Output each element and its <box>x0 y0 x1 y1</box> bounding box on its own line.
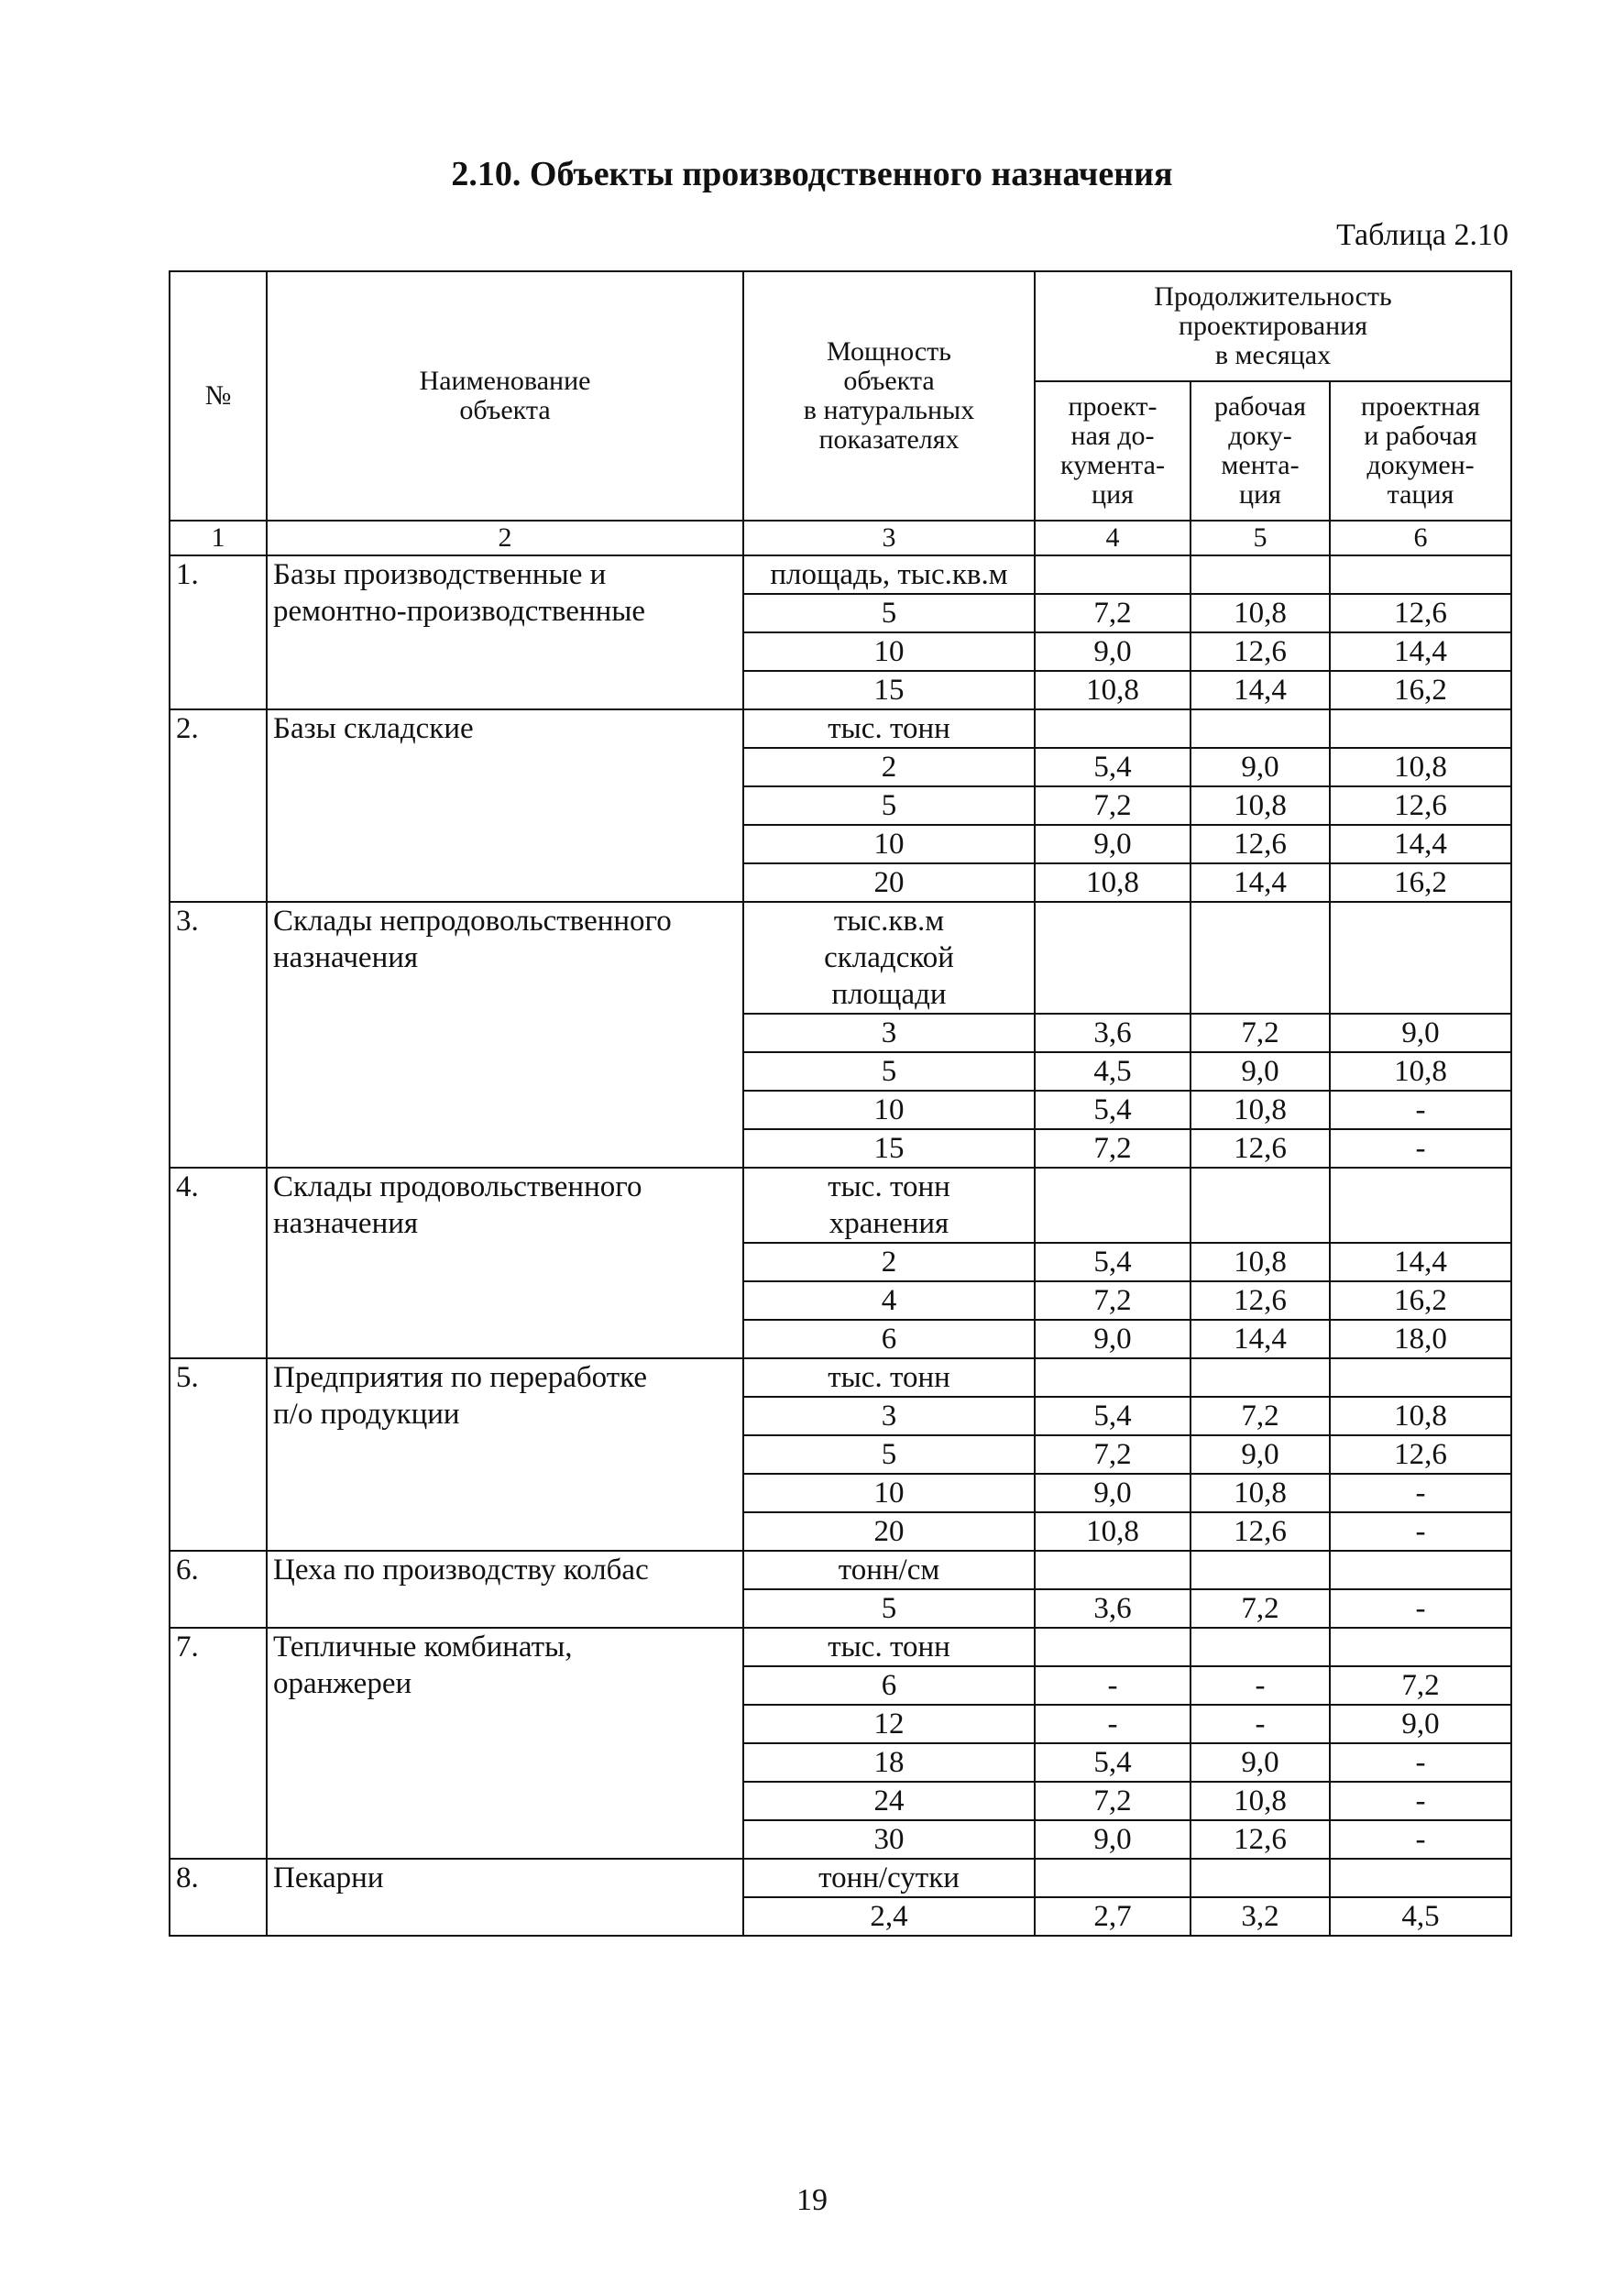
text-line: Базы складские <box>273 712 474 745</box>
project-docs-value <box>1035 555 1191 594</box>
text-line: тонн/сутки <box>818 1861 960 1894</box>
text-line: Продолжительность <box>1154 281 1392 312</box>
text-line: 10 <box>873 1093 905 1126</box>
project-working-docs-value: 16,2 <box>1330 671 1511 709</box>
capacity-cell <box>743 1551 1035 1589</box>
text-line: Предприятия по переработке <box>273 1361 647 1394</box>
text-line: назначения <box>273 1207 419 1240</box>
working-docs-value: 9,0 <box>1191 1743 1330 1782</box>
table-row <box>170 1168 1511 1243</box>
text-line: ция <box>1092 479 1134 510</box>
project-working-docs-value: - <box>1330 1512 1511 1551</box>
text-line: в натуральных <box>803 395 975 425</box>
project-docs-value: 5,4 <box>1035 1243 1191 1281</box>
table-row <box>170 709 1511 748</box>
project-working-docs-value: - <box>1330 1782 1511 1820</box>
working-docs-value: 14,4 <box>1191 863 1330 902</box>
text-line: проектная <box>1360 391 1481 422</box>
working-docs-value <box>1191 1168 1330 1243</box>
text-line: ремонтно-производственные <box>273 595 646 628</box>
project-docs-value: 5,4 <box>1035 1091 1191 1129</box>
text-line: Склады непродовольственного <box>273 905 672 938</box>
project-docs-value: 10,8 <box>1035 1512 1191 1551</box>
capacity-cell <box>743 709 1035 748</box>
capacity-cell <box>743 1358 1035 1397</box>
project-docs-value <box>1035 1859 1191 1897</box>
working-docs-value: 7,2 <box>1191 1014 1330 1052</box>
object-name <box>267 1168 743 1358</box>
row-number: 5. <box>170 1358 267 1551</box>
text-line: показателях <box>818 424 960 455</box>
project-docs-value <box>1035 709 1191 748</box>
header-project-working-docs <box>1330 381 1511 521</box>
project-docs-value <box>1035 1551 1191 1589</box>
text-line: Пекарни <box>273 1861 384 1894</box>
working-docs-value: 7,2 <box>1191 1589 1330 1628</box>
text-line: рабочая <box>1213 391 1306 422</box>
text-line: в месяцах <box>1214 340 1332 370</box>
text-line: мента- <box>1221 450 1300 480</box>
capacity-cell <box>743 1589 1035 1628</box>
text-line: 15 <box>873 1132 905 1165</box>
text-line: 3 <box>881 1400 897 1433</box>
col-number: 3 <box>743 521 1035 555</box>
project-working-docs-value <box>1330 555 1511 594</box>
text-line: тыс. тонн <box>828 712 950 745</box>
text-line: 3 <box>881 1016 897 1049</box>
project-docs-value: 5,4 <box>1035 1743 1191 1782</box>
project-docs-value <box>1035 902 1191 1014</box>
capacity-cell <box>743 1897 1035 1936</box>
text-line: хранения <box>828 1207 949 1240</box>
text-line: 2 <box>881 751 897 784</box>
capacity-cell <box>743 594 1035 632</box>
capacity-cell <box>743 1281 1035 1320</box>
project-docs-value: 9,0 <box>1035 1320 1191 1358</box>
text-line: 18 <box>873 1746 905 1779</box>
project-working-docs-value: 9,0 <box>1330 1014 1511 1052</box>
capacity-cell <box>743 1091 1035 1129</box>
working-docs-value: 10,8 <box>1191 1243 1330 1281</box>
capacity-cell <box>743 1666 1035 1705</box>
capacity-cell <box>743 1435 1035 1474</box>
text-line: 6 <box>881 1669 897 1702</box>
object-name <box>267 1628 743 1859</box>
row-number: 1. <box>170 555 267 709</box>
text-line: объекта <box>843 366 935 396</box>
col-number: 4 <box>1035 521 1191 555</box>
row-number: 6. <box>170 1551 267 1628</box>
column-numbers-row <box>170 521 1511 555</box>
page-number: 19 <box>796 2183 828 2217</box>
row-number: 4. <box>170 1168 267 1358</box>
project-docs-value: 7,2 <box>1035 1281 1191 1320</box>
project-docs-value: 4,5 <box>1035 1052 1191 1091</box>
working-docs-value: 12,6 <box>1191 825 1330 863</box>
capacity-cell <box>743 863 1035 902</box>
header-capacity <box>743 271 1035 521</box>
object-name <box>267 709 743 902</box>
object-name <box>267 1358 743 1551</box>
capacity-cell <box>743 825 1035 863</box>
capacity-cell <box>743 1243 1035 1281</box>
project-docs-value: 7,2 <box>1035 1782 1191 1820</box>
project-docs-value <box>1035 1628 1191 1666</box>
project-docs-value: 10,8 <box>1035 671 1191 709</box>
object-name <box>267 1551 743 1628</box>
text-line: объекта <box>459 395 551 425</box>
working-docs-value: 12,6 <box>1191 632 1330 671</box>
working-docs-value: - <box>1191 1705 1330 1743</box>
text-line: оранжереи <box>273 1667 412 1700</box>
project-working-docs-value: 14,4 <box>1330 632 1511 671</box>
working-docs-value: 10,8 <box>1191 1782 1330 1820</box>
text-line: п/о продукции <box>273 1398 460 1431</box>
project-docs-value: 10,8 <box>1035 863 1191 902</box>
text-line: назначения <box>273 941 419 974</box>
text-line: 5 <box>881 1055 897 1088</box>
capacity-cell <box>743 1782 1035 1820</box>
table-row <box>170 555 1511 594</box>
object-name <box>267 902 743 1168</box>
text-line: 2,4 <box>870 1900 908 1933</box>
capacity-cell <box>743 1820 1035 1859</box>
text-line: тация <box>1387 479 1454 510</box>
text-line: 24 <box>873 1784 905 1817</box>
project-docs-value: 2,7 <box>1035 1897 1191 1936</box>
row-number: 2. <box>170 709 267 902</box>
project-working-docs-value <box>1330 1358 1511 1397</box>
capacity-cell <box>743 1397 1035 1435</box>
page-title: 2.10. Объекты производственного назначения <box>451 155 1173 193</box>
capacity-cell <box>743 786 1035 825</box>
project-docs-value <box>1035 1168 1191 1243</box>
working-docs-value: 9,0 <box>1191 1052 1330 1091</box>
text-line: 15 <box>873 674 905 707</box>
table-row <box>170 1859 1511 1897</box>
project-docs-value: 5,4 <box>1035 1397 1191 1435</box>
header-working-docs <box>1191 381 1330 521</box>
project-working-docs-value <box>1330 902 1511 1014</box>
capacity-cell <box>743 1014 1035 1052</box>
text-line: доку- <box>1228 421 1292 451</box>
table-row <box>170 1358 1511 1397</box>
working-docs-value <box>1191 1859 1330 1897</box>
text-line: 10 <box>873 635 905 668</box>
project-working-docs-value: 16,2 <box>1330 863 1511 902</box>
text-line: тыс. тонн <box>828 1170 950 1203</box>
capacity-cell <box>743 1320 1035 1358</box>
text-line: 4 <box>881 1284 897 1317</box>
capacity-cell <box>743 748 1035 786</box>
text-line: тыс. тонн <box>828 1361 950 1394</box>
text-line: 10 <box>873 1477 905 1510</box>
capacity-cell <box>743 1743 1035 1782</box>
col-number: 5 <box>1191 521 1330 555</box>
text-line: 5 <box>881 1592 897 1625</box>
text-line: площадь, тыс.кв.м <box>770 558 1008 591</box>
project-docs-value: 7,2 <box>1035 1129 1191 1168</box>
text-line: складской <box>824 941 954 974</box>
capacity-cell <box>743 1129 1035 1168</box>
col-number: 1 <box>170 521 267 555</box>
working-docs-value: 7,2 <box>1191 1397 1330 1435</box>
col-number: 6 <box>1330 521 1511 555</box>
project-working-docs-value: - <box>1330 1474 1511 1512</box>
text-line: тыс.кв.м <box>833 905 945 938</box>
working-docs-value: 10,8 <box>1191 786 1330 825</box>
project-docs-value: 9,0 <box>1035 1474 1191 1512</box>
working-docs-value <box>1191 555 1330 594</box>
project-working-docs-value: - <box>1330 1820 1511 1859</box>
object-name <box>267 555 743 709</box>
text-line: 20 <box>873 1515 905 1548</box>
working-docs-value <box>1191 1358 1330 1397</box>
working-docs-value: 10,8 <box>1191 1474 1330 1512</box>
project-working-docs-value: 10,8 <box>1330 748 1511 786</box>
text-line: 6 <box>881 1323 897 1356</box>
row-number: 3. <box>170 902 267 1168</box>
text-line: 10 <box>873 828 905 861</box>
project-working-docs-value <box>1330 709 1511 748</box>
capacity-cell <box>743 671 1035 709</box>
capacity-cell <box>743 1705 1035 1743</box>
project-docs-value: 9,0 <box>1035 1820 1191 1859</box>
project-working-docs-value <box>1330 1551 1511 1589</box>
object-name <box>267 1859 743 1936</box>
project-docs-value: 9,0 <box>1035 632 1191 671</box>
text-line: 5 <box>881 1438 897 1471</box>
project-working-docs-value: 12,6 <box>1330 594 1511 632</box>
project-working-docs-value: - <box>1330 1129 1511 1168</box>
working-docs-value: 12,6 <box>1191 1512 1330 1551</box>
text-line: и рабочая <box>1364 421 1477 451</box>
capacity-cell <box>743 902 1035 1014</box>
capacity-cell <box>743 1859 1035 1897</box>
project-working-docs-value: 10,8 <box>1330 1052 1511 1091</box>
project-working-docs-value: - <box>1330 1743 1511 1782</box>
project-working-docs-value: 4,5 <box>1330 1897 1511 1936</box>
project-working-docs-value: 9,0 <box>1330 1705 1511 1743</box>
project-docs-value: 3,6 <box>1035 1014 1191 1052</box>
col-number: 2 <box>267 521 743 555</box>
text-line: тыс. тонн <box>828 1631 950 1664</box>
text-line: Склады продовольственного <box>273 1170 642 1203</box>
working-docs-value: 14,4 <box>1191 671 1330 709</box>
working-docs-value: 12,6 <box>1191 1820 1330 1859</box>
project-docs-value: 5,4 <box>1035 748 1191 786</box>
project-working-docs-value: - <box>1330 1589 1511 1628</box>
text-line: Тепличные комбинаты, <box>273 1631 573 1664</box>
project-working-docs-value <box>1330 1628 1511 1666</box>
project-working-docs-value: 14,4 <box>1330 825 1511 863</box>
header-duration <box>1035 271 1511 381</box>
text-line: ная до- <box>1070 421 1155 451</box>
text-line: 30 <box>873 1823 905 1856</box>
text-line: площади <box>831 978 947 1011</box>
header-num: № <box>170 271 267 521</box>
project-working-docs-value <box>1330 1859 1511 1897</box>
project-docs-value: 7,2 <box>1035 1435 1191 1474</box>
project-working-docs-value: 16,2 <box>1330 1281 1511 1320</box>
working-docs-value: 3,2 <box>1191 1897 1330 1936</box>
working-docs-value <box>1191 709 1330 748</box>
row-number: 7. <box>170 1628 267 1859</box>
working-docs-value: 12,6 <box>1191 1129 1330 1168</box>
working-docs-value <box>1191 1628 1330 1666</box>
capacity-cell <box>743 1474 1035 1512</box>
capacity-cell <box>743 555 1035 594</box>
capacity-cell <box>743 1052 1035 1091</box>
project-docs-value: 7,2 <box>1035 594 1191 632</box>
project-working-docs-value <box>1330 1168 1511 1243</box>
project-docs-value: - <box>1035 1666 1191 1705</box>
text-line: проект- <box>1068 391 1158 422</box>
capacity-cell <box>743 1628 1035 1666</box>
working-docs-value: 14,4 <box>1191 1320 1330 1358</box>
working-docs-value: 10,8 <box>1191 594 1330 632</box>
table-label: Таблица 2.10 <box>1336 218 1509 252</box>
text-line: 5 <box>881 597 897 630</box>
table-row <box>170 902 1511 1014</box>
text-line: Цеха по производству колбас <box>273 1554 649 1587</box>
text-line: проектирования <box>1178 311 1368 341</box>
text-line: 12 <box>873 1707 905 1740</box>
text-line: Мощность <box>827 336 951 367</box>
project-working-docs-value: 12,6 <box>1330 1435 1511 1474</box>
project-docs-value: 9,0 <box>1035 825 1191 863</box>
project-working-docs-value: 10,8 <box>1330 1397 1511 1435</box>
working-docs-value: 9,0 <box>1191 748 1330 786</box>
project-docs-value: 3,6 <box>1035 1589 1191 1628</box>
table-body <box>170 521 1511 1936</box>
capacity-cell <box>743 1168 1035 1243</box>
project-docs-value <box>1035 1358 1191 1397</box>
working-docs-value: 9,0 <box>1191 1435 1330 1474</box>
project-docs-value: 7,2 <box>1035 786 1191 825</box>
project-working-docs-value: - <box>1330 1091 1511 1129</box>
table-row <box>170 1551 1511 1589</box>
text-line: ция <box>1239 479 1281 510</box>
working-docs-value: 10,8 <box>1191 1091 1330 1129</box>
project-working-docs-value: 18,0 <box>1330 1320 1511 1358</box>
text-line: 20 <box>873 866 905 899</box>
project-docs-value: - <box>1035 1705 1191 1743</box>
text-line: кумента- <box>1060 450 1165 480</box>
row-number: 8. <box>170 1859 267 1936</box>
projects-duration-table <box>169 270 1512 1937</box>
text-line: тонн/см <box>838 1554 940 1587</box>
capacity-cell <box>743 1512 1035 1551</box>
text-line: 5 <box>881 789 897 822</box>
text-line: докумен- <box>1366 450 1475 480</box>
working-docs-value: 12,6 <box>1191 1281 1330 1320</box>
text-line: Базы производственные и <box>273 558 607 591</box>
working-docs-value: - <box>1191 1666 1330 1705</box>
header-name <box>267 271 743 521</box>
header-project-docs <box>1035 381 1191 521</box>
working-docs-value <box>1191 902 1330 1014</box>
text-line: Наименование <box>419 366 591 396</box>
project-working-docs-value: 7,2 <box>1330 1666 1511 1705</box>
project-working-docs-value: 14,4 <box>1330 1243 1511 1281</box>
working-docs-value <box>1191 1551 1330 1589</box>
text-line: 2 <box>881 1246 897 1279</box>
project-working-docs-value: 12,6 <box>1330 786 1511 825</box>
capacity-cell <box>743 632 1035 671</box>
table-row <box>170 1628 1511 1666</box>
